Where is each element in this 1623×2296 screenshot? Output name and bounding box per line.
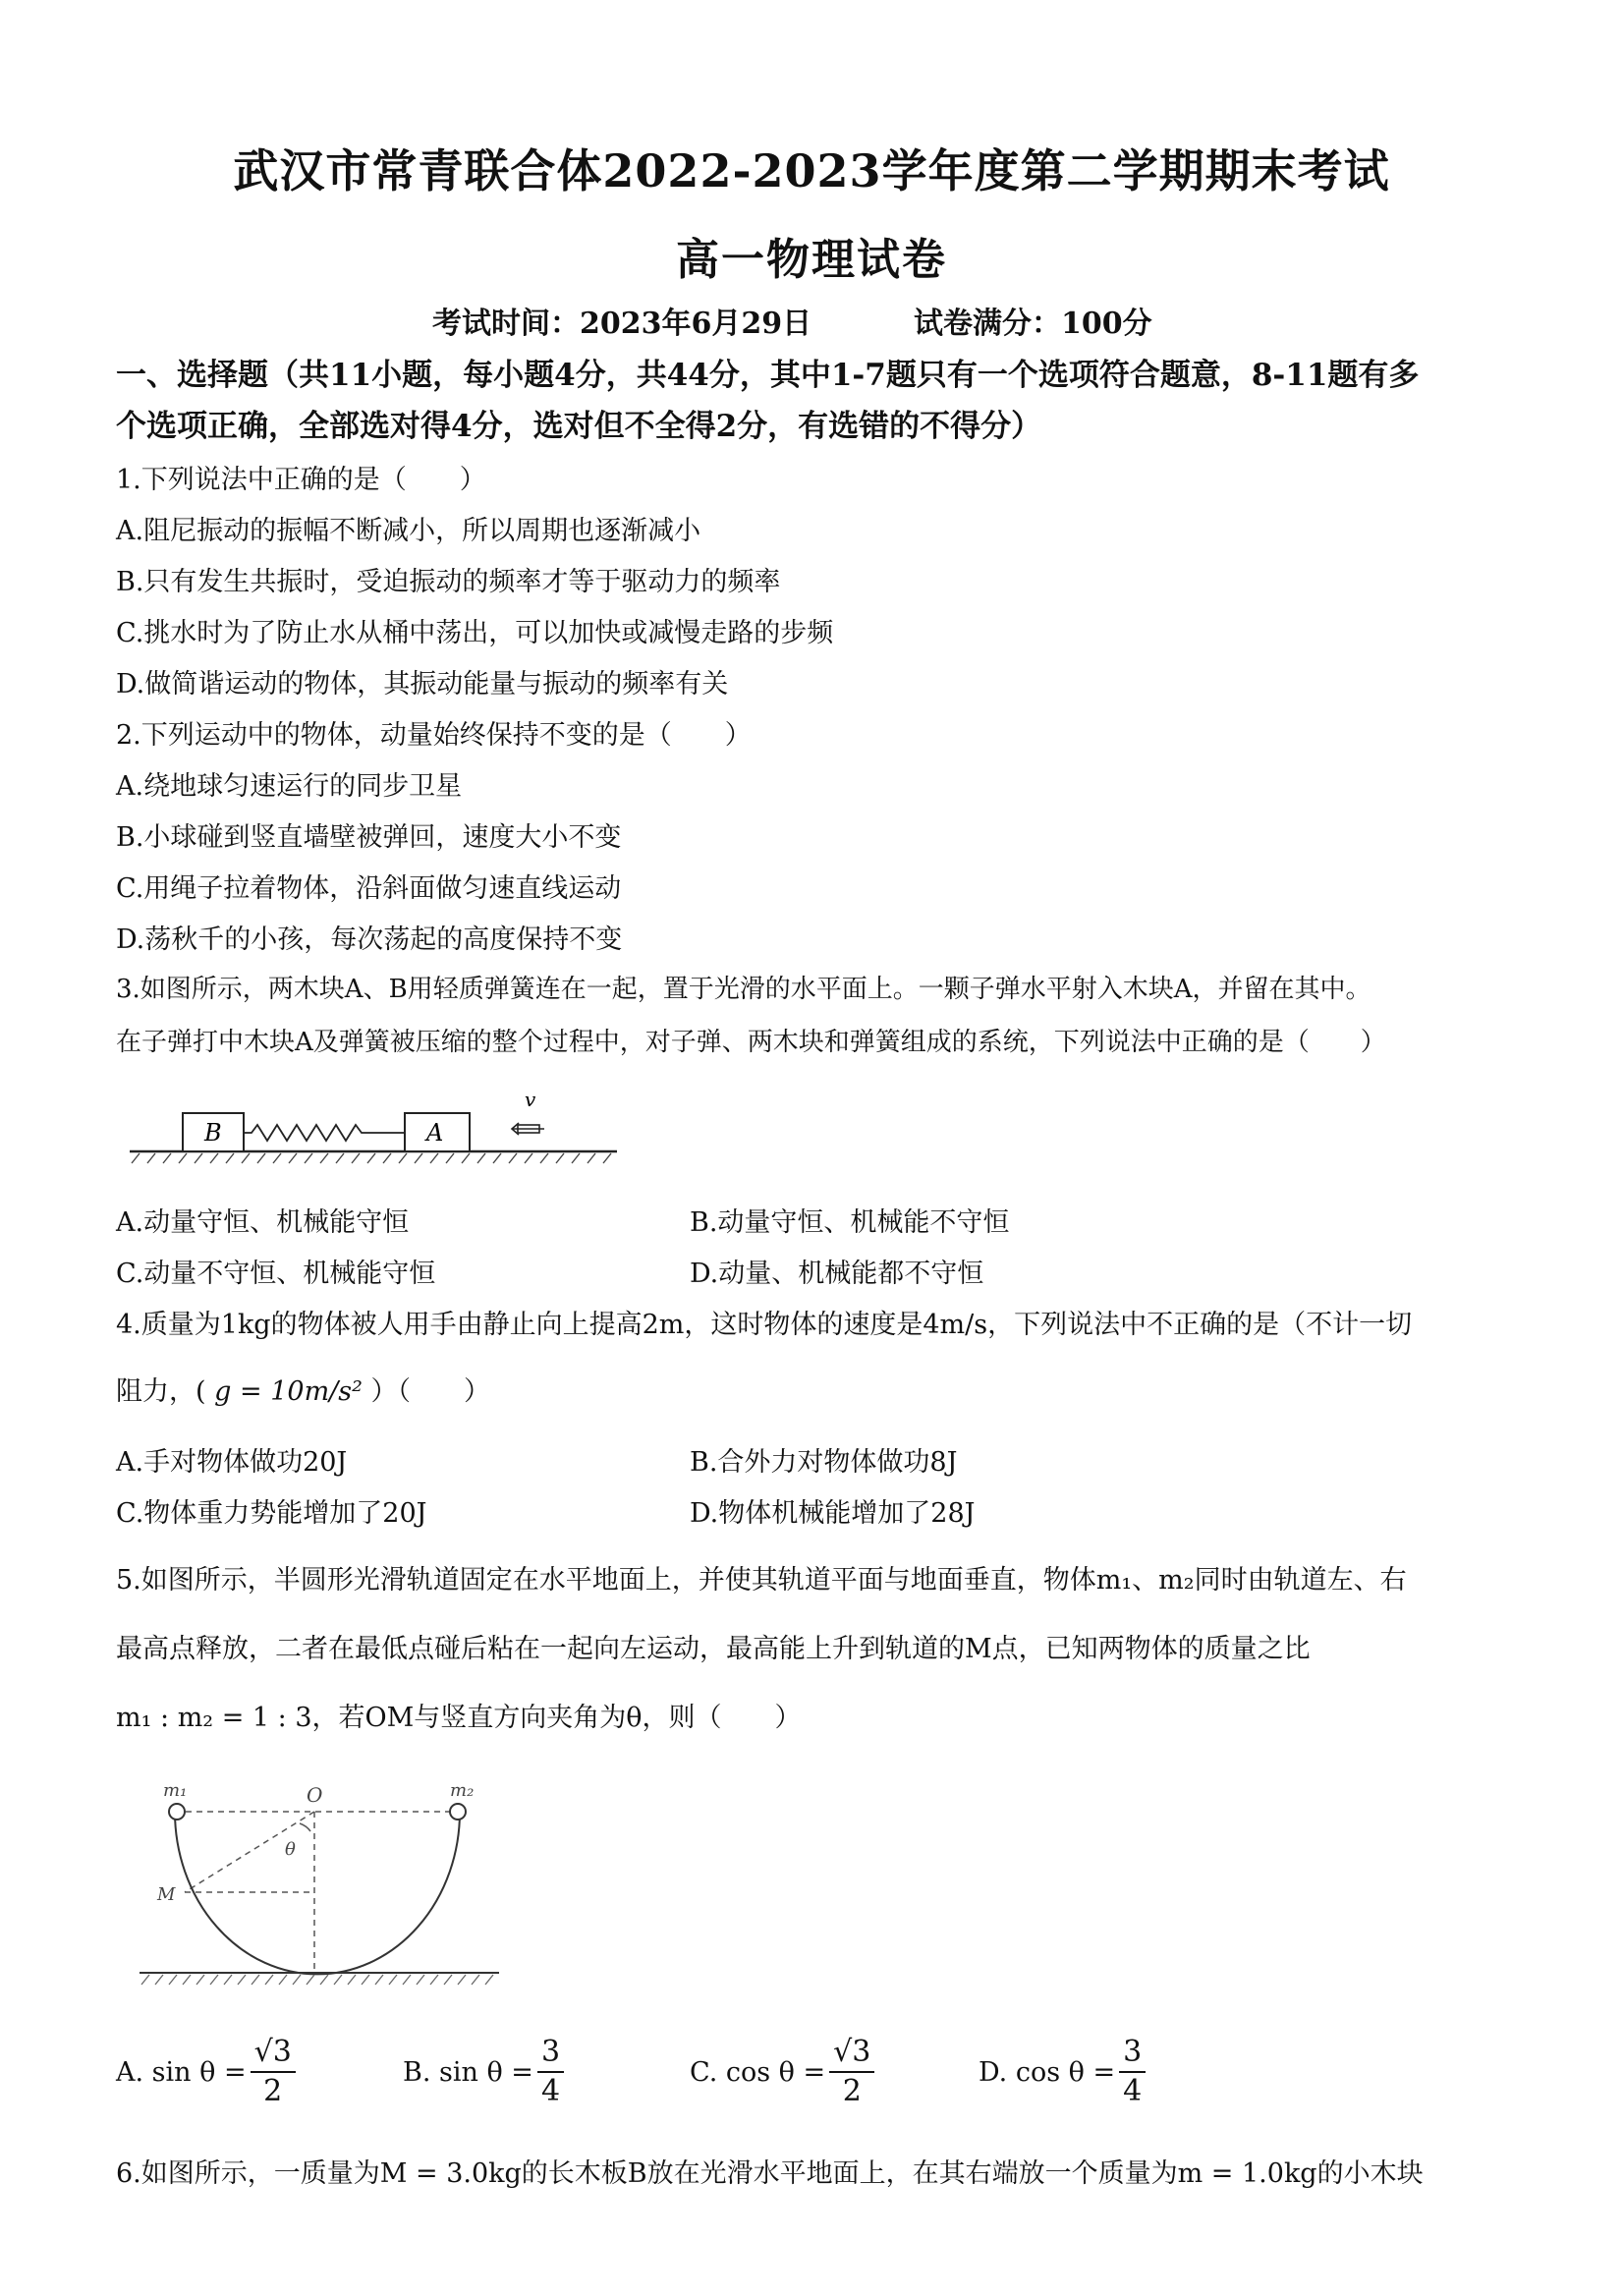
q5-stem-line1: 5.如图所示，半圆形光滑轨道固定在水平地面上，并使其轨道平面与地面垂直，物体m₁、m₂同时由轨道左、右 — [116, 1565, 1407, 1596]
exam-subtitle: 高一物理试卷 — [676, 235, 947, 285]
q5-option-d-fraction — [1119, 2035, 1146, 2108]
q3-spring-blocks-figure — [126, 1089, 637, 1167]
q4-line2-post: ）（ ） — [370, 1376, 491, 1407]
q4-option-c: C.物体重力势能增加了20J — [116, 1498, 427, 1529]
q5-option-a-denominator: 2 — [263, 2074, 283, 2108]
center-o-label: O — [307, 1783, 323, 1807]
q5-stem-line2: 最高点释放，二者在最低点碰后粘在一起向左运动，最高能上升到轨道的M点，已知两物体的质量之比 — [116, 1634, 1311, 1664]
q4-option-b: B.合外力对物体做功8J — [690, 1447, 958, 1478]
q5-option-b — [403, 2035, 564, 2108]
theta-arc — [300, 1823, 310, 1831]
q5-option-c-prefix: C. cos θ = — [690, 2056, 826, 2088]
q5-semicircle-track-figure — [128, 1774, 521, 2006]
exam-title: 武汉市常青联合体2022-2023学年度第二学期期末考试 — [233, 144, 1390, 197]
q4-option-a: A.手对物体做功20J — [116, 1447, 348, 1478]
q5-option-a — [116, 2035, 296, 2108]
q1-option-b: B.只有发生共振时，受迫振动的频率才等于驱动力的频率 — [116, 567, 781, 597]
q4-option-d: D.物体机械能增加了28J — [690, 1498, 976, 1529]
q2-stem: 2.下列运动中的物体，动量始终保持不变的是（ ） — [116, 720, 752, 751]
full-score: 试卷满分：100分 — [914, 307, 1152, 341]
ball-m2 — [450, 1804, 466, 1820]
theta-label: θ — [285, 1839, 296, 1860]
q5-option-b-numerator: 3 — [537, 2038, 564, 2073]
q5-option-a-numerator: √3 — [251, 2038, 296, 2073]
q3-option-a: A.动量守恒、机械能守恒 — [116, 1207, 410, 1238]
q5-option-d-prefix: D. cos θ = — [979, 2056, 1116, 2088]
q3-stem-line1: 3.如图所示，两木块A、B用轻质弹簧连在一起，置于光滑的水平面上。一颗子弹水平射入木块A，并留在其中。 — [116, 975, 1371, 1004]
q5-option-b-fraction — [537, 2035, 564, 2108]
q1-option-c: C.挑水时为了防止水从桶中荡出，可以加快或减慢走路的步频 — [116, 618, 834, 648]
q5-option-c-denominator: 2 — [842, 2074, 862, 2108]
q3-option-d: D.动量、机械能都不守恒 — [690, 1259, 984, 1289]
q5-option-c — [690, 2035, 874, 2108]
q5-option-d-numerator: 3 — [1119, 2038, 1146, 2073]
q1-option-a: A.阻尼振动的振幅不断减小，所以周期也逐渐减小 — [116, 516, 701, 546]
q2-option-c: C.用绳子拉着物体，沿斜面做匀速直线运动 — [116, 873, 622, 904]
q5-option-c-numerator: √3 — [829, 2038, 874, 2073]
q2-option-a: A.绕地球匀速运行的同步卫星 — [116, 771, 463, 802]
point-m-label: M — [157, 1884, 176, 1905]
q5-option-a-prefix: A. sin θ = — [116, 2056, 247, 2088]
q6-stem-line1: 6.如图所示，一质量为M = 3.0kg的长木板B放在光滑水平地面上，在其右端放一个质量为m = 1.0kg的小木块 — [116, 2158, 1424, 2189]
q1-stem: 1.下列说法中正确的是（ ） — [116, 465, 486, 495]
q5-option-d — [979, 2035, 1146, 2108]
q2-option-b: B.小球碰到竖直墙壁被弹回，速度大小不变 — [116, 822, 622, 853]
m2-label: m₂ — [450, 1780, 475, 1801]
q3-stem-line2: 在子弹打中木块A及弹簧被压缩的整个过程中，对子弹、两木块和弹簧组成的系统，下列说法中正确的是（ ） — [116, 1028, 1386, 1057]
spring — [244, 1125, 405, 1141]
q1-option-d: D.做简谐运动的物体，其振动能量与振动的频率有关 — [116, 669, 729, 700]
ball-m1 — [169, 1804, 185, 1820]
q5-option-c-fraction — [829, 2035, 874, 2108]
velocity-label: v — [525, 1089, 536, 1111]
q4-line2-pre: 阻力，( — [116, 1376, 206, 1407]
q4-stem-line1: 4.质量为1kg的物体被人用手由静止向上提高2m，这时物体的速度是4m/s，下列说法中不正确的是（不计一切 — [116, 1310, 1413, 1340]
q5-stem-line3: m₁ : m₂ = 1 : 3，若OM与竖直方向夹角为θ，则（ ） — [116, 1703, 802, 1733]
q2-option-d: D.荡秋千的小孩，每次荡起的高度保持不变 — [116, 924, 623, 955]
section-heading-line2: 个选项正确，全部选对得4分，选对但不全得2分，有选错的不得分） — [116, 409, 1042, 444]
q5-option-b-denominator: 4 — [540, 2074, 561, 2108]
q3-option-b: B.动量守恒、机械能不守恒 — [690, 1207, 1010, 1238]
q4-stem-line2 — [116, 1370, 490, 1408]
block-b-label: B — [204, 1119, 222, 1147]
q5-option-a-fraction — [251, 2035, 296, 2108]
section-heading-line1: 一、选择题（共11小题，每小题4分，共44分，其中1-7题只有一个选项符合题意，8-11题有多 — [116, 358, 1420, 393]
block-a-label: A — [426, 1119, 444, 1147]
q4-gravity-formula: g = 10m/s² — [214, 1376, 363, 1407]
q5-option-d-denominator: 4 — [1123, 2074, 1143, 2108]
q3-option-c: C.动量不守恒、机械能守恒 — [116, 1259, 436, 1289]
q5-option-b-prefix: B. sin θ = — [403, 2056, 533, 2088]
m1-label: m₁ — [163, 1780, 188, 1801]
exam-time: 考试时间：2023年6月29日 — [432, 307, 812, 341]
